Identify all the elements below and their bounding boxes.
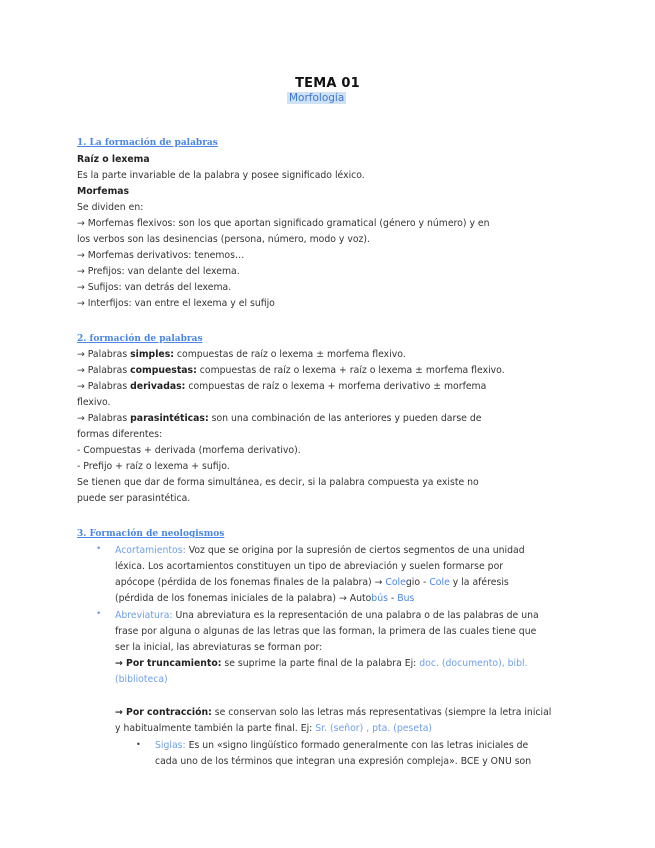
prefijo-line: - Prefijo + raíz o lexema + sufijo. [77,461,230,472]
simples-line: → Palabras simples: compuestas de raíz o lexema ± morfema flexivo. [77,349,406,360]
contraccion-line-2: y habitualmente también la parte final. Ej: Sr. (señor) , pta. (peseta) [115,723,433,734]
derivadas-line: → Palabras derivadas: compuestas de raíz o lexema + morfema derivativo ± morfema [77,381,487,392]
flexivo-line: flexivo. [77,397,111,408]
page-subtitle: Morfología [289,92,345,104]
section-1-heading: 1. La formación de palabras [77,138,218,148]
dividen-text: Se dividen en: [77,202,144,213]
section-2-heading: 2. formación de palabras [77,334,203,344]
bullet-icon: • [96,609,102,619]
contraccion-line-1: → Por contracción: se conservan solo las letras más representativas (siempre la letra inicial [115,707,552,718]
abreviatura-line-2: frase por alguna o algunas de las letras que las forman, la primera de las cuales tiene que [115,626,537,637]
simultanea-line-2: puede ser parasintética. [77,493,191,504]
acortamientos-line-4: (pérdida de los fonemas iniciales de la palabra) → Autobús - Bus [115,593,415,604]
section-3-heading: 3. Formación de neologismos [77,529,225,539]
siglas-line-2: cada uno de los términos que integran una expresión compleja». BCE y ONU son [155,756,532,767]
raiz-text: Es la parte invariable de la palabra y posee significado léxico. [77,170,365,181]
acortamientos-line-1: Acortamientos: Voz que se origina por la supresión de ciertos segmentos de una unidad [115,545,525,556]
derivativos-line: → Morfemas derivativos: tenemos… [77,250,245,261]
acortamientos-line-2: léxica. Los acortamientos constituyen un tipo de abreviación y suelen formarse por [115,561,504,572]
siglas-line-1: Siglas: Es un «signo lingüístico formado generalmente con las letras iniciales de [155,740,529,751]
compuestas-line: → Palabras compuestas: compuestas de raíz o lexema + raíz o lexema ± morfema flexivo. [77,365,505,376]
bullet-icon: • [136,740,141,749]
truncamiento-line-2: (biblioteca) [115,674,168,685]
abreviatura-line-3: ser la inicial, las abreviaturas se forman por: [115,642,323,653]
raiz-title: Raíz o lexema [77,154,150,165]
acortamientos-line-3: apócope (pérdida de los fonemas finales de la palabra) → Colegio - Cole y la aféresis [115,577,509,588]
abreviatura-line-1: Abreviatura: Una abreviatura es la representación de una palabra o de las palabras de una [115,610,539,621]
flexivos-line-1: → Morfemas flexivos: son los que aportan significado gramatical (género y número) y en [77,218,490,229]
bullet-icon: • [96,544,102,554]
truncamiento-line-1: → Por truncamiento: se suprime la parte final de la palabra Ej: doc. (documento), bibl. [115,658,528,669]
flexivos-line-2: los verbos son las desinencias (persona, número, modo y voz). [77,234,370,245]
page-title: TEMA 01 [295,76,360,91]
sufijos-line: → Sufijos: van detrás del lexema. [77,282,232,293]
interfijos-line: → Interfijos: van entre el lexema y el sufijo [77,298,275,309]
morfemas-title: Morfemas [77,186,130,197]
formas-line: formas diferentes: [77,429,163,440]
simultanea-line-1: Se tienen que dar de forma simultánea, es decir, si la palabra compuesta ya existe no [77,477,479,488]
prefijos-line: → Prefijos: van delante del lexema. [77,266,240,277]
parasinteticas-line: → Palabras parasintéticas: son una combinación de las anteriores y pueden darse de [77,413,482,424]
comp-deriv-line: - Compuestas + derivada (morfema derivativo). [77,445,301,456]
